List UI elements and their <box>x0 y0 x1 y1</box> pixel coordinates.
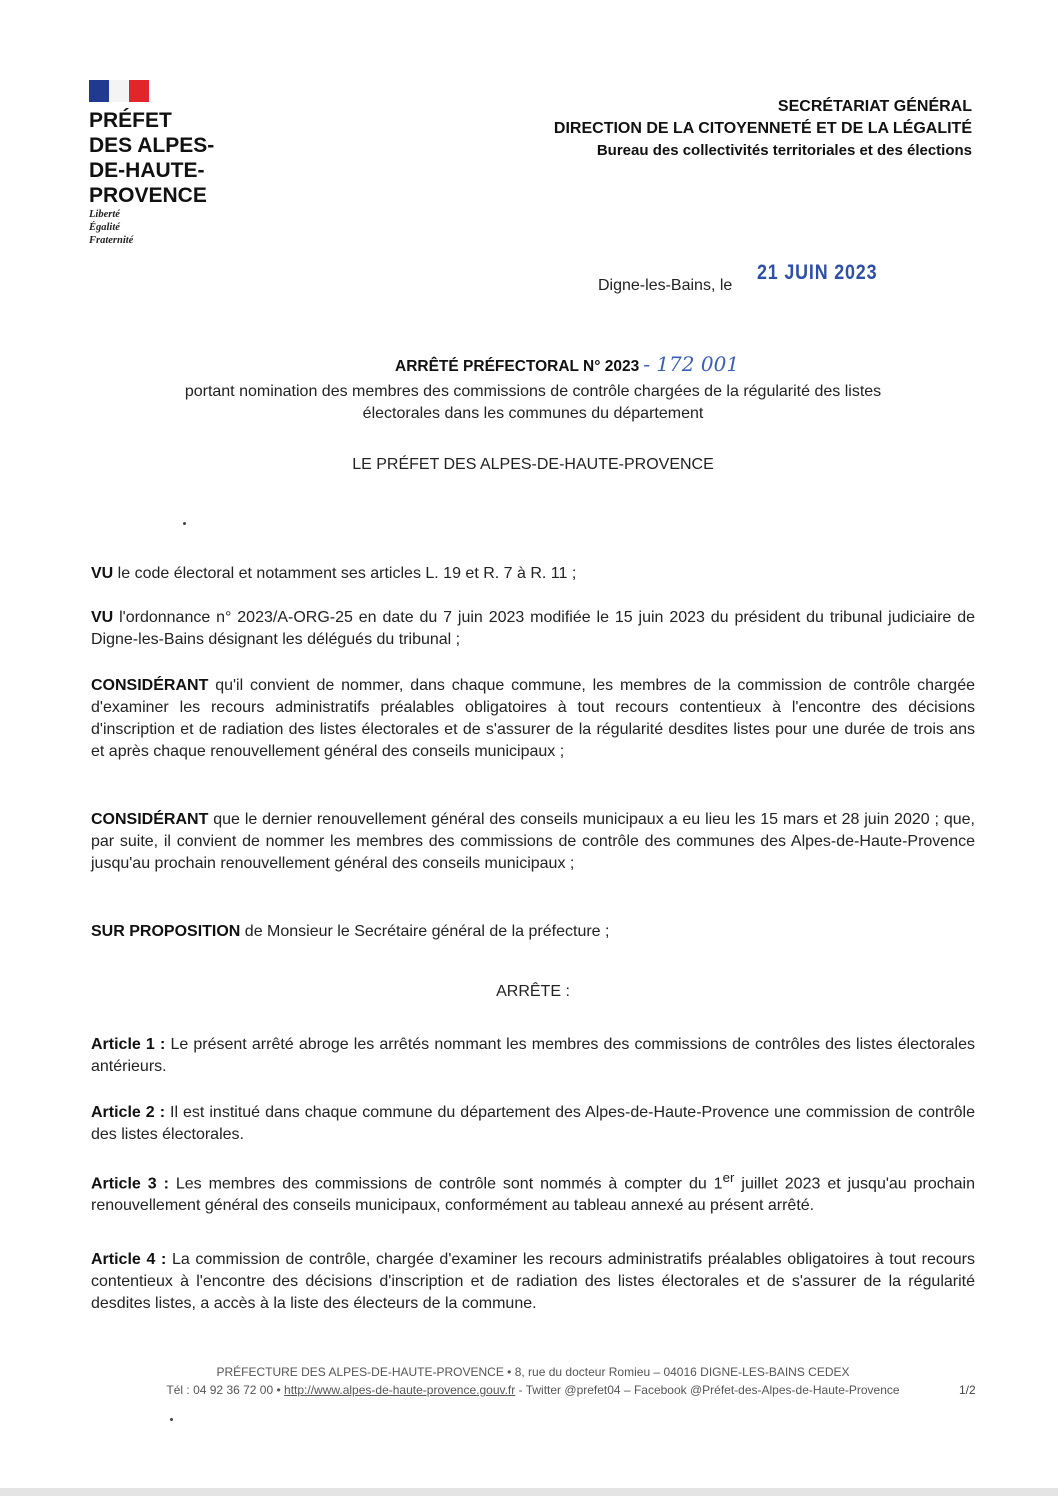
article-text: Les membres des commissions de contrôle sont nommés à compter du 1 <box>168 1175 723 1193</box>
footer-social: - Twitter @prefet04 – Facebook @Préfet-des-Alpes-de-Haute-Provence <box>515 1383 900 1397</box>
consideration-lead: VU <box>91 609 114 626</box>
arrete-heading: ARRÊTE : <box>496 983 570 1000</box>
subtitle-line: électorales dans les communes du département <box>362 405 704 422</box>
devise-fraternite: Fraternité <box>89 235 134 246</box>
footer <box>100 1363 966 1399</box>
service-header <box>554 96 972 162</box>
date-stamp: 21 JUIN 2023 <box>757 261 878 284</box>
service-line-1: SECRÉTARIAT GÉNÉRAL <box>777 98 972 115</box>
arrete-subtitle <box>100 381 966 425</box>
article-text: Le présent arrêté abroge les arrêtés nommant les membres des commissions de contrôles des listes électorales antérieurs. <box>91 1036 975 1075</box>
date-prefix: Digne-les-Bains, le <box>598 277 733 294</box>
consideration-vu-ordonnance <box>91 607 975 651</box>
flag-blue-band <box>89 80 109 102</box>
prefet-line: PROVENCE <box>89 184 207 207</box>
prefet-block <box>89 108 214 208</box>
prefet-line: PRÉFET <box>89 109 172 132</box>
article-sup: er <box>722 1170 735 1185</box>
consideration-lead: CONSIDÉRANT <box>91 811 209 828</box>
consideration-lead: SUR PROPOSITION <box>91 923 241 940</box>
consideration-text: le code électoral et notamment ses articles L. 19 et R. 7 à R. 11 ; <box>113 565 577 582</box>
article-lead: Article 4 : <box>91 1251 167 1268</box>
devise-liberte: Liberté <box>89 209 120 220</box>
flag-red-band <box>129 80 149 102</box>
scan-edge <box>0 1488 1058 1496</box>
marianne-logo-flag <box>89 80 149 102</box>
article-text: juillet 2023 et jusqu'au prochain renouvellement général des conseils municipaux, conformément au tableau annexé au présent arrêté. <box>91 1175 976 1215</box>
consideration-text: que le dernier renouvellement général des conseils municipaux a eu lieu les 15 mars et 28 juin 2020 ; que, par suite, il convient de nommer les membres des commissions de contrôle des communes des Alpes-de-Haute-Provence jusqu'au prochain renouvellement général des conseils municipaux ; <box>91 811 975 872</box>
footer-address: PRÉFECTURE DES ALPES-DE-HAUTE-PROVENCE • 8, rue du docteur Romieu – 04016 DIGNE-LES-BAINS CEDEX <box>216 1365 850 1379</box>
consideration-proposition <box>91 921 975 943</box>
prefet-line: DES ALPES- <box>89 134 215 157</box>
article-lead: Article 1 : <box>91 1036 166 1053</box>
article-lead: Article 3 : <box>91 1175 169 1193</box>
consideration-lead: CONSIDÉRANT <box>91 677 209 694</box>
devise-egalite: Égalité <box>89 222 120 233</box>
flag-white-band <box>109 80 129 102</box>
devise-block <box>89 208 133 247</box>
consideration-text: de Monsieur le Secrétaire général de la préfecture ; <box>240 923 610 940</box>
page-number: 1/2 <box>959 1383 976 1397</box>
prefet-title: LE PRÉFET DES ALPES-DE-HAUTE-PROVENCE <box>352 456 714 473</box>
footer-website-link[interactable]: http://www.alpes-de-haute-provence.gouv.fr <box>284 1383 516 1397</box>
footer-tel: Tél : 04 92 36 72 00 • <box>166 1383 281 1397</box>
article-text: La commission de contrôle, chargée d'examiner les recours administratifs préalables obligatoires à tout recours contentieux à l'encontre des décisions d'inscription et de radiation des listes électorales et de s'assurer de la régularité desdites listes, a accès à la liste des électeurs de la commune. <box>91 1251 975 1312</box>
article-1 <box>91 1034 975 1078</box>
consideration-considerant-1 <box>91 675 975 763</box>
article-4 <box>91 1249 975 1315</box>
scan-speck <box>170 1418 173 1421</box>
service-line-2: DIRECTION DE LA CITOYENNETÉ ET DE LA LÉGALITÉ <box>553 120 972 137</box>
article-lead: Article 2 : <box>91 1104 166 1121</box>
consideration-lead: VU <box>91 565 114 582</box>
consideration-text: qu'il convient de nommer, dans chaque commune, les membres de la commission de contrôle chargée d'examiner les recours administratifs préalables obligatoires à tout recours contentieux à l'encontre des décisions d'inscription et de radiation des listes électorales et de s'assurer de la régularité desdites listes pour une durée de trois ans et après chaque renouvellement général des conseils municipaux ; <box>91 677 975 760</box>
article-text: Il est institué dans chaque commune du département des Alpes-de-Haute-Provence une commission de contrôle des listes électorales. <box>91 1104 975 1143</box>
handwritten-number: - 172 001 <box>643 352 740 376</box>
footer-contact <box>100 1381 966 1399</box>
scan-speck <box>183 522 186 525</box>
article-3 <box>91 1167 975 1217</box>
consideration-vu-code <box>91 563 975 585</box>
consideration-text: l'ordonnance n° 2023/A-ORG-25 en date du 7 juin 2023 modifiée le 15 juin 2023 du président du tribunal judiciaire de Digne-les-Bains désignant les délégués du tribunal ; <box>91 609 975 648</box>
arrete-title <box>395 352 739 376</box>
consideration-considerant-2 <box>91 809 975 875</box>
prefet-line: DE-HAUTE- <box>89 159 205 182</box>
arrete-title-label: ARRÊTÉ PRÉFECTORAL N° 2023 <box>395 358 640 375</box>
service-line-3: Bureau des collectivités territoriales et des élections <box>596 142 972 159</box>
article-2 <box>91 1102 975 1146</box>
subtitle-line: portant nomination des membres des commissions de contrôle chargées de la régularité des listes <box>184 383 882 400</box>
